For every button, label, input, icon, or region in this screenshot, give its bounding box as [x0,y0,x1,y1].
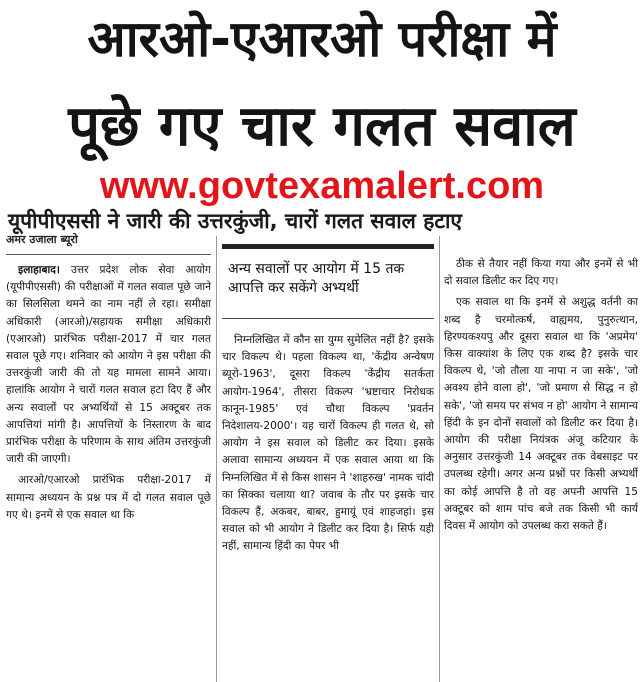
article-column-1 [6,262,211,682]
column-divider-1 [216,236,217,682]
article-column-3 [444,256,638,682]
kicker-top-bar [222,244,434,249]
column-1-paragraph-2: आरओ/एआरओ प्रारंभिक परीक्षा-2017 में सामान्य अध्ययन के प्रश्न पत्र में दो गलत सवाल पूछे गए थे। इनमें से एक सवाल था कि [6,474,211,521]
headline-line-1: आरओ-एआरओ परीक्षा में [87,10,557,68]
watermark-url[interactable]: www.govtexamalert.com [99,165,545,207]
kicker-divider [222,318,434,319]
column-3-paragraph-2: एक सवाल था कि इनमें से अशुद्ध वर्तनी का शब्द है चरमोत्कर्ष, वाह्यमय, पुनुरुत्थान, हिरण्यकश्यपु और दूसरा सवाल था कि 'अप्रमेय' किस वाक्यांश के लिए एक शब्द है? इसके चार विकल्प थे, 'जो तौला या नापा न जा सके', 'जो अवश्य होने वाला हो', 'जो प्रमाण से सिद्ध न हो सके', 'जो समय पर संभव न हो' आयोग ने सामान्य हिंदी के इन दोनों सवालों को डिलीट कर दिया है। आयोग की परीक्षा नियंत्रक अंजू कटियार के अनुसार उत्तरकुंजी 14 अक्टूबर तक वेबसाइट पर उपलब्ध रहेगी। अगर अन्य प्रश्नों पर किसी अभ्यर्थी का कोई आपत्ति है तो वह अपनी आपत्ति 15 अक्टूबर को शाम पांच बजे तक किसी भी कार्य दिवस में आयोग को उपलब्ध करा सकते हैं। [444,296,638,533]
headline-line-2: पूछे गए चार गलत सवाल [68,94,576,159]
column-1-text-1: उत्तर प्रदेश लोक सेवा आयोग (यूपीपीएससी) की परीक्षाओं में गलत सवाल पूछे जाने का सिलसिला थमने का नाम नहीं ले रहा। समीक्षा अधिकारी (आरओ)/सहायक समीक्षा अधिकारी (एआरओ) प्रारंभिक परीक्षा-2017 में चार गलत सवाल पूछे गए। शनिवार को आयोग ने इस परीक्षा की उत्तरकुंजी जारी की तो यह मामला सामने आया। हालांकि आयोग ने चारों गलत सवाल हटा दिए हैं और अन्य सवालों पर अभ्यर्थियों से 15 अक्टूबर तक आपत्तियां मांगी है। आपत्तियों के निस्तारण के बाद प्रारंभिक परीक्षा के परिणाम के साथ अंतिम उत्तरकुंजी जारी की जाएगी। [6,264,211,466]
column-2-paragraph-1: निम्नलिखित में कौन सा युग्म सुमेलित नहीं है? इसके चार विकल्प थे। पहला विकल्प था, 'केंद्रीय अन्वेषण ब्यूरो-1963', दूसरा विकल्प 'केंद्रीय सतर्कता आयोग-1964', तीसरा विकल्प 'भ्रष्टाचार निरोधक कानून-1985' एवं चौथा विकल्प 'प्रवर्तन निदेशालय-2000'। यह चारों विकल्प ही गलत थे, सो आयोग ने इस सवाल को डिलीट कर दिया। इसके अलावा सामान्य अध्ययन में एक सवाल आया था कि निम्नलिखित में से किस शासन ने 'शाहरुख' नामक चांदी का सिक्का चलाया था? जवाब के तौर पर इसके चार विकल्प हैं, अकबर, बाबर, हुमायूं एवं शाहजहां। इस सवाल को भी आयोग ने डिलीट कर दिया है। सिर्फ यही नहीं, सामान्य हिंदी का पेपर भी [222,334,434,553]
subheadline: यूपीपीएससी ने जारी की उत्तरकुंजी, चारों गलत सवाल हटाए [8,209,463,233]
article-column-2 [222,332,434,682]
kicker-heading: अन्य सवालों पर आयोग में 15 तक आपत्ति कर सकेंगे अभ्यर्थी [228,261,405,296]
byline: अमर उजाला ब्यूरो [6,232,211,255]
dateline-place: इलाहाबाद। [18,264,60,276]
column-1-paragraph-1 [6,262,211,468]
column-divider-2 [439,236,440,682]
column-3-paragraph-1: ठीक से तैयार नहीं किया गया और इनमें से भी दो सवाल डिलीट कर दिए गए। [444,258,638,288]
